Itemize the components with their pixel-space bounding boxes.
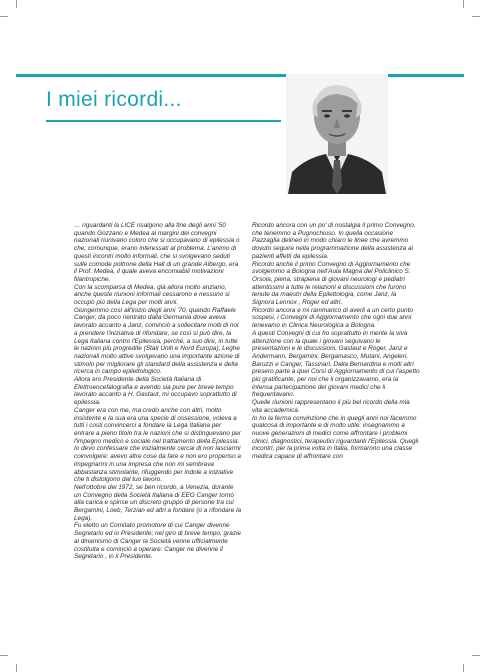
paragraph: … riguardanti la LICE risalgono alla fine degli anni '50 quando Gozzano e Medea ai margini dei convegni nazionali riunivano coloro che si occupavano di epilessia o che, comunque, erano interessati al problema. L'animo di questi incontri molto informali, che si svolgevano seduti sulle comode poltrone della Hall di un grande Albergo, era il Prof. Medea, il quale aveva encomiabili motivazioni filantropiche. <box>74 222 240 283</box>
crop-mark <box>472 16 480 17</box>
paragraph: A questi Convegni di cui ho soprattutto in mente la viva attenzione con la quale i giovani seguivano le presentazioni e le discussioni. Gastaut e Roger, Janz e Andermann, Bergamini, Bergamasco, Mutani, Angeleri, Baruzzi e Canger, Tassinari, Dalla Bernardina e molti altri presero parte a quei Corsi di Aggiornamento di cui l'aspetto più gratificante, per noi che li organizzavamo, era la intensa partecipazione dei giovani medici che li frequentavano. <box>252 329 420 399</box>
title-underline <box>46 120 281 122</box>
paragraph: Con la scomparsa di Medea, già allora molto anziano, anche queste riunioni informali cessarono e nessuno si occupò più della Lega per molti anni. <box>74 283 230 307</box>
paragraph: Canger era con me, ma credo anche con altri, molto insistente e la sua era una specie di ossessione, voleva a tutti i costi convincerci a fondare la Lega Italiana per entrare a pieno titolo tra le nazioni che si distinguevano per l'impegno medico e sociale nel trattamento della Epilessia. <box>74 406 241 445</box>
crop-mark <box>463 664 464 672</box>
article-body <box>74 222 420 574</box>
paragraph: Io ho la ferma convinzione che in quegli anni noi facemmo qualcosa di importante e di molto utile: insegnammo a nuove generazioni di medici come affrontare i problemi clinici, diagnostici, terapeutici riguardanti l'Epilessia. Quegli incontri, per la prima volta in Italia, formarono una classe medica capace di affrontare con <box>252 414 419 461</box>
paragraph: Io devo confessare che inizialmente cercai di non lasciarmi coinvolgere: avevo altre cose da fare e non ero propenso a impegnarmi in una impresa che non mi sembrava abbastanza stimolante, rifuggendo per indole a iniziative che ti distolgono dal tuo lavoro. <box>74 445 241 484</box>
page-title: I miei ricordi... <box>46 88 182 111</box>
crop-mark <box>0 655 8 656</box>
paragraph: Quelle riunioni rappresentano il più bel ricordo della mia vita accademica. <box>252 399 410 414</box>
crop-mark <box>0 16 8 17</box>
portrait-photo <box>286 74 388 194</box>
paragraph: Nell'ottobre del 1972, se ben ricordo, a Venezia, durante un Convegno della Società Italiana di EEG Canger tornò alla carica e spinse un discreto gruppo di persone tra cui Bergamini, Loeb, Terzian ed altri a fondare (o a rifondare la Lega). <box>74 483 242 522</box>
paragraph: Allora ero Presidente della Società Italiana di Elettroencefalografia e avendo sia pure per breve tempo lavorato accanto a H. Gastaut, mi occupavo soprattutto di epilessia. <box>74 376 237 407</box>
paragraph: Ricordo anche il primo Convegno di Aggiornamento che svolgemmo a Bologna nell'Aula Magna del Policlinico S. Orsola, piena, strapiena di giovani neurologi e pediatri attentissimi a tutte le relazioni e discussioni che furono tenute da maestri della Epilettologia, come Janz, la Signora Lennox , Roger ed altri. <box>252 260 411 307</box>
paragraph: Fu eletto un Comitato promotore di cui Canger divenne Segretario ed io Presidente; nel giro di breve tempo, grazie al dinamismo di Canger la Società venne ufficialmente costituita e cominciò a operare: Canger ne divenne il Segretario , io il Presidente. <box>74 522 241 561</box>
header-rule <box>16 74 464 77</box>
crop-mark <box>463 0 464 8</box>
crop-mark <box>16 0 17 8</box>
paragraph: Ricordo ancora con un po' di nostalgia il primo Convegno, che tenemmo a Pugnochiuso. In quella occasione Pazzaglia delineò in modo chiaro le linee che avremmo dovuto seguire nella programmazione della assistenza ai pazienti affetti da epilessia. <box>252 222 416 260</box>
portrait-icon <box>286 74 388 194</box>
crop-mark <box>16 664 17 672</box>
crop-mark <box>472 655 480 656</box>
paragraph: Ricordo ancora e mi rammarico di averli a un certo punto sospesi, i Convegni di Aggiornamento che ogni due anni tenevamo in Clinica Neurologica a Bologna. <box>252 306 413 330</box>
paragraph: Giungemmo così all'inizio degli anni '70, quando Raffaele Canger, da poco rientrato dalla Germania dove aveva lavorato accanto a Janz, cominciò a sollecitare molti di noi a prendere l'iniziativa di rifondare, se così si può dire, la Lega Italiana contro l'Epilessia, perché, a suo dire, in tutte le nazioni più progredite (Stati Uniti e Nord Europa), Leghe nazionali molto attive svolgevano una importante azione di stimolo per migliorare gli standard della assistenza e della ricerca in campo epilettologico. <box>74 306 240 376</box>
